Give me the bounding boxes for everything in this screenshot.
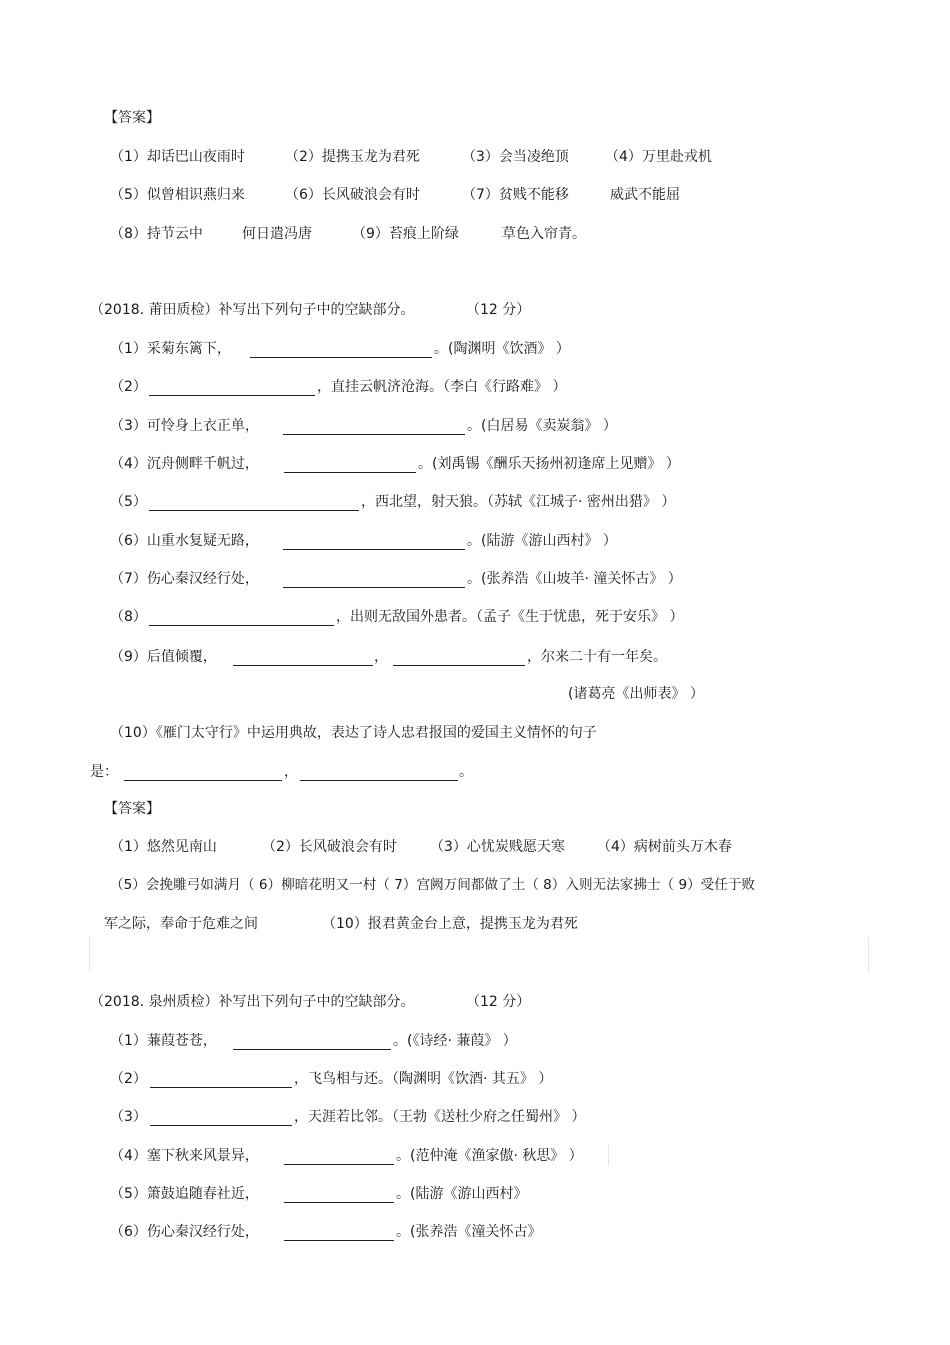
fill-blank[interactable] xyxy=(283,587,465,588)
answer-item: （2）长风破浪会有时 xyxy=(262,839,397,855)
question-item-prefix: （2） xyxy=(110,1071,147,1087)
fill-blank[interactable] xyxy=(233,665,373,666)
answer-item: （10）报君黄金台上意，提携玉龙为君死 xyxy=(322,916,578,932)
question-item-source: 。(白居易《卖炭翁》 ） xyxy=(467,418,617,434)
question-item-prefix: （3） xyxy=(110,1109,147,1125)
question-item-prefix: （6）山重水复疑无路， xyxy=(110,533,259,549)
answer-heading: 【答案】 xyxy=(104,801,160,817)
question-item-prefix: （1）蒹葭苍苍， xyxy=(110,1033,217,1049)
question-item-separator: 。 xyxy=(459,764,473,780)
answer-item: （1）却话巴山夜雨时 xyxy=(110,149,245,165)
fill-blank[interactable] xyxy=(284,1202,394,1203)
question-item-prefix: （4）沉舟侧畔千帆过， xyxy=(110,456,259,472)
fill-blank[interactable] xyxy=(150,1125,292,1126)
question-item-source: ，西北望，射天狼。（苏轼《江城子· 密州出猎》 ） xyxy=(361,494,676,510)
answer-item: 草色入帘青。 xyxy=(502,226,586,242)
question-item-prefix: （5）箫鼓追随春社近， xyxy=(110,1186,259,1202)
question-item-source: ，天涯若比邻。（王勃《送杜少府之任蜀州》 ） xyxy=(294,1109,586,1125)
question-item-prefix: （4）塞下秋来风景异， xyxy=(110,1148,259,1164)
answer-item: 何日遣冯唐 xyxy=(242,226,312,242)
fill-blank[interactable] xyxy=(284,1164,394,1165)
question-item-source: 。(范仲淹《渔家傲· 秋思》 ） xyxy=(396,1148,583,1164)
fill-blank[interactable] xyxy=(150,1087,292,1088)
answer-item: （5）会挽雕弓如满月（ 6）柳暗花明又一村（ 7）宫阙万间都做了土（ 8）入则无法家拂士（ 9）受任于败 xyxy=(110,877,756,893)
question-item-prefix: （8） xyxy=(110,609,147,625)
page-edge-right xyxy=(868,937,869,973)
fill-blank[interactable] xyxy=(124,780,282,781)
question-item-source: ，尔来二十有一年矣。 xyxy=(527,649,667,665)
fill-blank[interactable] xyxy=(149,625,334,626)
question-item-prefix: （5） xyxy=(110,494,147,510)
question-item-source: 。(刘禹锡《酬乐天扬州初逢席上见赠》 ） xyxy=(418,456,680,472)
answer-item: （7）贫贱不能移 xyxy=(462,187,569,203)
answer-item: 威武不能屈 xyxy=(610,187,680,203)
fill-blank[interactable] xyxy=(284,472,416,473)
question-score: （12 分） xyxy=(466,994,531,1010)
fill-blank[interactable] xyxy=(283,549,465,550)
question-item-source: ，飞鸟相与还。（陶渊明《饮酒· 其五》 ） xyxy=(294,1071,553,1087)
answer-item: （4）病树前头万木春 xyxy=(597,839,732,855)
answer-item: （6）长风破浪会有时 xyxy=(285,187,420,203)
answer-item: （8）持节云中 xyxy=(110,226,203,242)
fill-blank[interactable] xyxy=(284,1240,394,1241)
answer-item: （4）万里赴戎机 xyxy=(605,149,712,165)
question-item-prefix: （1）采菊东篱下， xyxy=(110,341,231,357)
answer-item: （3）心忧炭贱愿天寒 xyxy=(430,839,565,855)
fill-blank[interactable] xyxy=(149,395,315,396)
fill-blank[interactable] xyxy=(393,665,525,666)
question-item-source: 。(《诗经· 蒹葭》 ） xyxy=(393,1033,517,1049)
question-header: （2018. 莆田质检）补写出下列句子中的空缺部分。 xyxy=(90,302,415,318)
answer-item: （3）会当凌绝顶 xyxy=(462,149,569,165)
page-edge-left xyxy=(89,937,90,973)
fill-blank[interactable] xyxy=(300,780,458,781)
question-item-source: ，出则无敌国外患者。（孟子《生于忧患，死于安乐》 ） xyxy=(336,609,684,625)
question-item-prefix: （2） xyxy=(110,379,147,395)
question-item-prefix: （9）后值倾覆， xyxy=(110,649,217,665)
question-item-separator: ， xyxy=(284,764,298,780)
question-item-source: 。(陆游《游山西村》 xyxy=(396,1186,528,1202)
question-item-prefix: （6）伤心秦汉经行处， xyxy=(110,1224,259,1240)
question-item-source: 。(陆游《游山西村》 ） xyxy=(467,533,617,549)
question-header: （2018. 泉州质检）补写出下列句子中的空缺部分。 xyxy=(90,994,415,1010)
fill-blank[interactable] xyxy=(250,357,432,358)
answer-item: （9）苔痕上阶绿 xyxy=(352,226,459,242)
question-item-prefix: （10）《雁门太守行》中运用典故，表达了诗人忠君报国的爱国主义情怀的句子 xyxy=(110,725,597,741)
question-item-source: 。(陶渊明《饮酒》 ） xyxy=(434,341,570,357)
fill-blank[interactable] xyxy=(283,434,465,435)
question-item-source: ，直挂云帆济沧海。（李白《行路难》 ） xyxy=(317,379,567,395)
question-item-prefix: （3）可怜身上衣正单， xyxy=(110,418,259,434)
question-item-source: 。(张养浩《潼关怀古》 xyxy=(396,1224,542,1240)
question-item-prefix: （7）伤心秦汉经行处， xyxy=(110,571,259,587)
answer-heading: 【答案】 xyxy=(104,110,160,126)
question-item-separator: ， xyxy=(374,649,388,665)
question-item-source: (诸葛亮《出师表》 ） xyxy=(568,686,704,702)
answer-item: （5）似曾相识燕归来 xyxy=(110,187,245,203)
answer-item: （2）提携玉龙为君死 xyxy=(285,149,420,165)
fill-blank[interactable] xyxy=(149,510,359,511)
question-score: （12 分） xyxy=(466,302,531,318)
question-item-prefix: 是： xyxy=(90,764,118,780)
answer-item: （1）悠然见南山 xyxy=(110,839,217,855)
question-item-source: 。(张养浩《山坡羊· 潼关怀古》 ） xyxy=(467,571,682,587)
fill-blank[interactable] xyxy=(233,1049,391,1050)
page-edge-mark xyxy=(608,1144,609,1166)
answer-item: 军之际，奉命于危难之间 xyxy=(104,916,258,932)
